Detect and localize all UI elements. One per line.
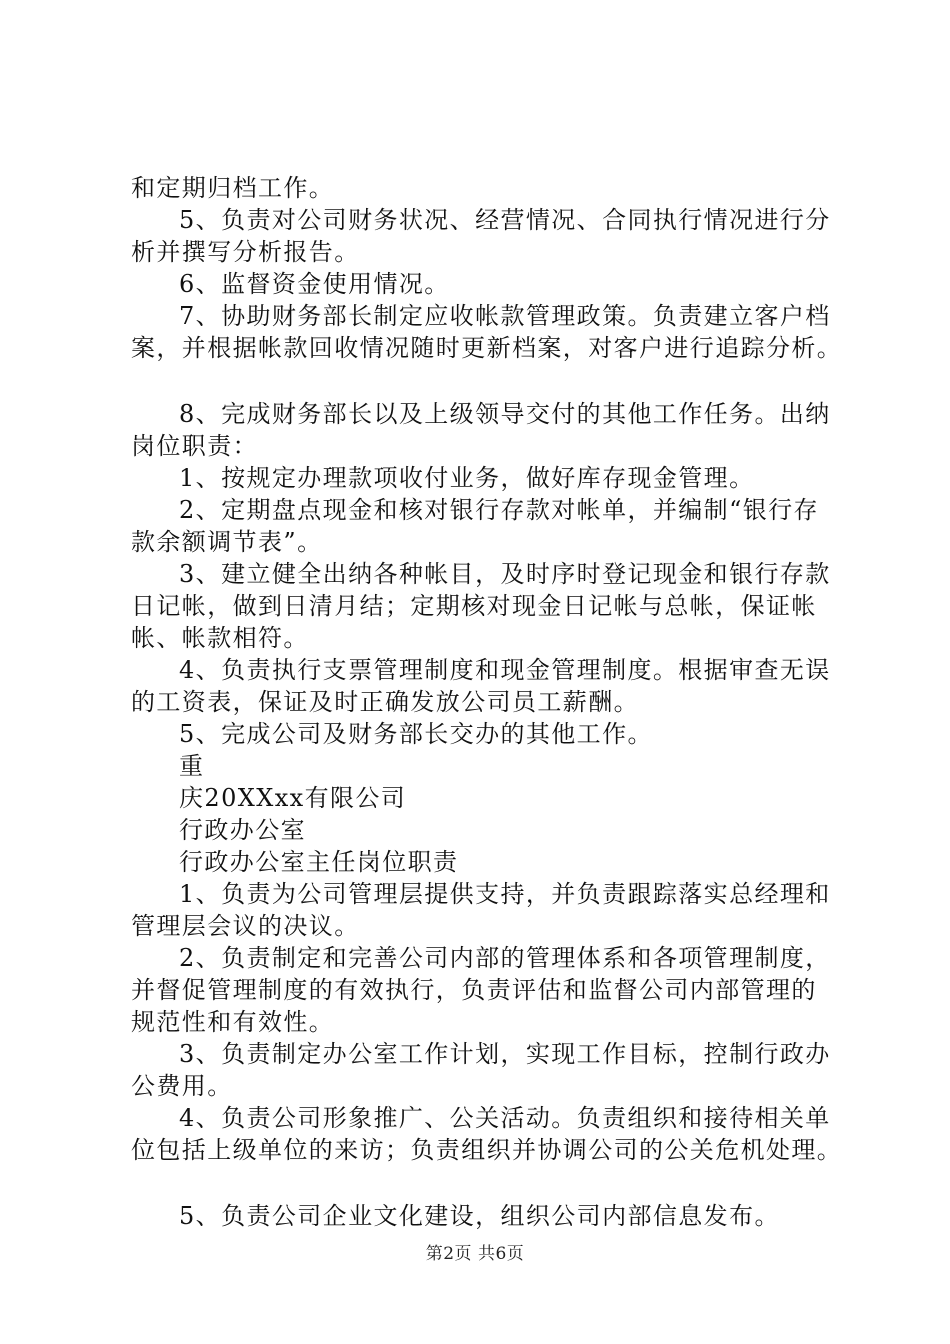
text-line: 庆20XXxx有限公司: [179, 784, 407, 812]
blank-line: [131, 1166, 851, 1200]
text-line: 析并撰写分析报告。: [131, 238, 360, 266]
body-text: [131, 172, 851, 1232]
text-line: 5、完成公司及财务部长交办的其他工作。: [179, 720, 653, 748]
text-line: 5、负责公司企业文化建设，组织公司内部信息发布。: [179, 1202, 780, 1230]
text-line: 7、协助财务部长制定应收帐款管理政策。负责建立客户档: [179, 302, 831, 330]
text-line: 6、监督资金使用情况。: [179, 270, 450, 298]
text-line: 案，并根据帐款回收情况随时更新档案，对客户进行追踪分析。: [131, 334, 843, 362]
text-line: 4、负责公司形象推广、公关活动。负责组织和接待相关单: [179, 1104, 831, 1132]
page-footer: 第2页 共6页: [425, 1244, 525, 1264]
text-line: 8、完成财务部长以及上级领导交付的其他工作任务。出纳: [179, 400, 831, 428]
text-line: 位包括上级单位的来访；负责组织并协调公司的公关危机处理。: [131, 1136, 843, 1164]
text-line: 规范性和有效性。: [131, 1008, 335, 1036]
text-line: 行政办公室: [179, 816, 306, 844]
text-line: 4、负责执行支票管理制度和现金管理制度。根据审查无误: [179, 656, 831, 684]
text-line: 5、负责对公司财务状况、经营情况、合同执行情况进行分: [179, 206, 831, 234]
text-line: 行政办公室主任岗位职责: [179, 848, 459, 876]
text-line: 2、负责制定和完善公司内部的管理体系和各项管理制度，: [179, 944, 831, 972]
text-line: 并督促管理制度的有效执行，负责评估和监督公司内部管理的: [131, 976, 817, 1004]
blank-line: [131, 364, 851, 398]
text-line: 的工资表，保证及时正确发放公司员工薪酬。: [131, 688, 639, 716]
text-line: 公费用。: [131, 1072, 233, 1100]
text-line: 日记帐，做到日清月结；定期核对现金日记帐与总帐，保证帐: [131, 592, 817, 620]
text-line: 3、建立健全出纳各种帐目，及时序时登记现金和银行存款: [179, 560, 831, 588]
text-line: 管理层会议的决议。: [131, 912, 360, 940]
text-line: 款余额调节表”。: [131, 528, 323, 556]
text-line: 1、负责为公司管理层提供支持，并负责跟踪落实总经理和: [179, 880, 831, 908]
text-line: 重: [179, 752, 205, 780]
text-line: 帐、帐款相符。: [131, 624, 309, 652]
text-line: 岗位职责：: [131, 432, 258, 460]
text-line: 和定期归档工作。: [131, 174, 335, 202]
text-line: 3、负责制定办公室工作计划，实现工作目标，控制行政办: [179, 1040, 831, 1068]
text-line: 2、定期盘点现金和核对银行存款对帐单，并编制“银行存: [179, 496, 819, 524]
text-line: 1、按规定办理款项收付业务，做好库存现金管理。: [179, 464, 755, 492]
